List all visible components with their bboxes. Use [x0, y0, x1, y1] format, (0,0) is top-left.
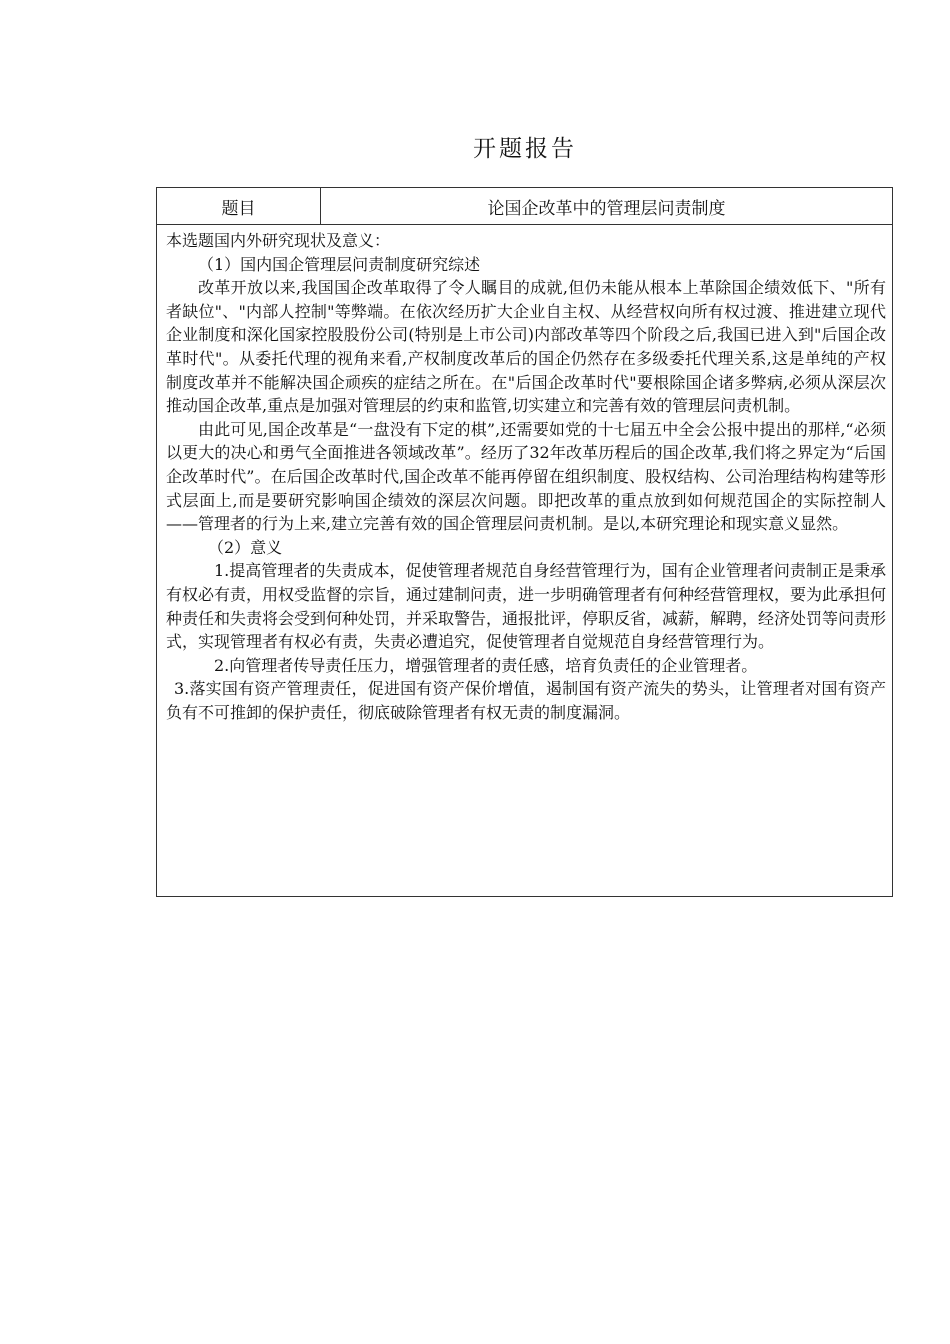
proposal-table — [156, 187, 893, 897]
significance-point-1: 1.提高管理者的失责成本，促使管理者规范自身经营管理行为，国有企业管理者问责制正是秉承有权必有责，用权受监督的宗旨，通过建制问责，进一步明确管理者有何种经营管理权，要为此承担何种责任和失责将会受到何种处罚，并采取警告，通报批评，停职反省，减薪，解聘，经济处罚等问责形式，实现管理者有权必有责，失责必遭追究，促使管理者自觉规范自身经营管理行为。 — [166, 561, 887, 652]
significance-point-3: 3.落实国有资产管理责任，促进国有资产保价增值，遏制国有资产流失的势头，让管理者对国有资产负有不可推卸的保护责任，彻底破除管理者有权无责的制度漏洞。 — [166, 679, 886, 722]
section-heading: 本选题国内外研究现状及意义： — [166, 231, 391, 250]
subheading-significance: （2）意义 — [208, 537, 283, 557]
research-status-cell — [157, 225, 892, 724]
paragraph-post-reform-era: 由此可见,国企改革是“一盘没有下定的棋”,还需要如党的十七届五中全会公报中提出的那样,“必须以更大的决心和勇气全面推进各领域改革”。经历了32年改革历程后的国企改革,我们将之界定为“后国企改革时代”。在后国企改革时代,国企改革不能再停留在组织制度、股权结构、公司治理结构构建等形式层面上,而是要研究影响国企绩效的深层次问题。即把改革的重点放到如何规范国企的实际控制人——管理者的行为上来,建立完善有效的国企管理层问责机制。是以,本研究理论和现实意义显然。 — [166, 419, 886, 534]
topic-value: 论国企改革中的管理层问责制度 — [487, 198, 726, 219]
topic-label: 题目 — [157, 188, 321, 224]
subheading-domestic-review: （1）国内国企管理层问责制度研究综述 — [198, 254, 481, 274]
significance-point-2: 2.向管理者传导责任压力，增强管理者的责任感，培育负责任的企业管理者。 — [214, 655, 758, 675]
document-title: 开题报告 — [473, 136, 577, 162]
paragraph-reform-background: 改革开放以来,我国国企改革取得了令人瞩目的成就,但仍未能从根本上革除国企绩效低下、"所有者缺位"、"内部人控制"等弊端。在依次经历扩大企业自主权、从经营权向所有权过渡、推进建立现代企业制度和深化国家控股股份公司(特别是上市公司)内部改革等四个阶段之后,我国已进入到"后国企改革时代"。从委托代理的视角来看,产权制度改革后的国企仍然存在多级委托代理关系,这是单纯的产权制度改革并不能解决国企顽疾的症结之所在。在"后国企改革时代"要根除国企诸多弊病,必须从深层次推动国企改革,重点是加强对管理层的约束和监管,切实建立和完善有效的管理层问责机制。 — [166, 278, 886, 416]
topic-row — [157, 188, 892, 225]
